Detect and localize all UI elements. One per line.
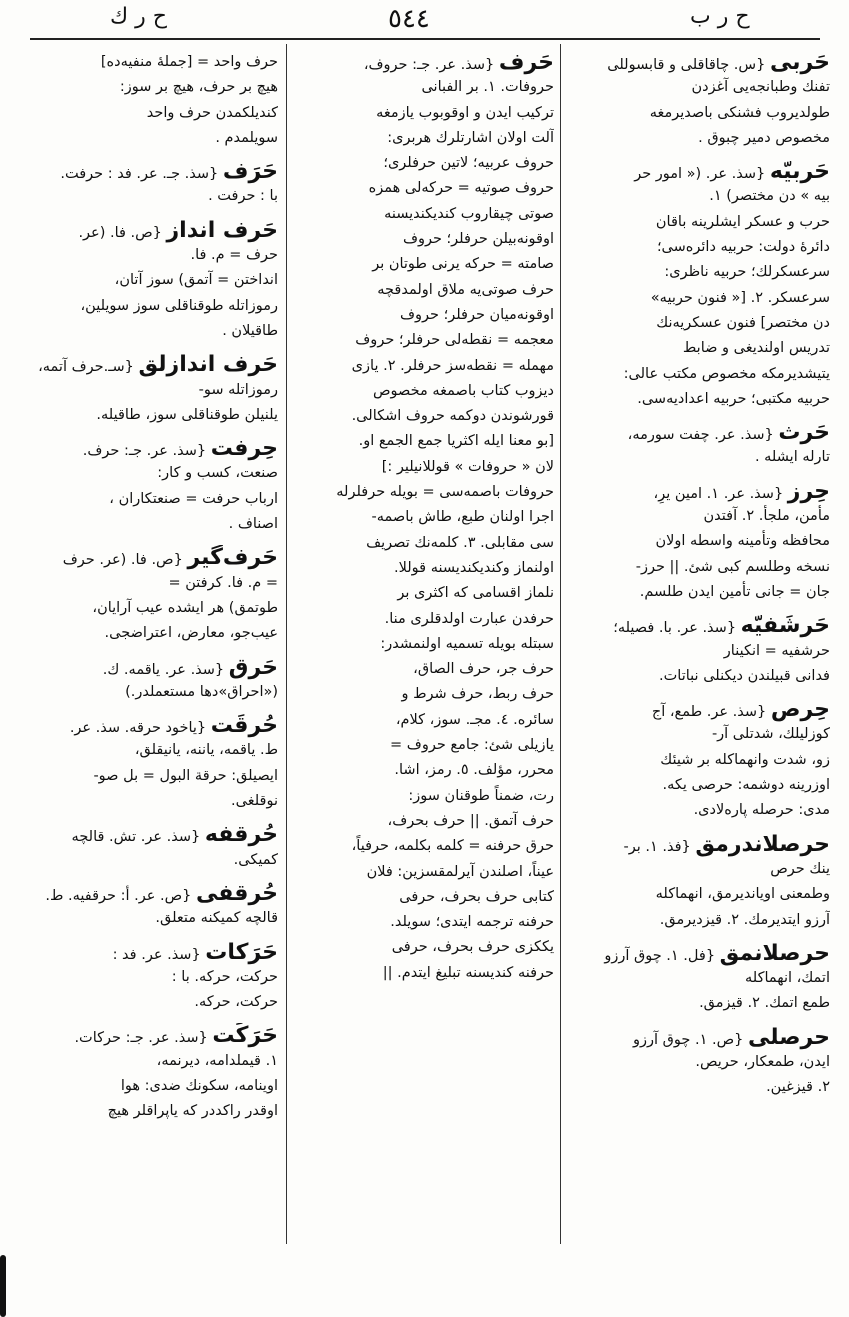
entry-line [294, 733, 554, 758]
entry-line [568, 664, 830, 689]
dictionary-entry [28, 159, 278, 210]
entry-text: {ص. فا. (عر. حرف [62, 552, 183, 569]
entry-text: طاقيلان . [222, 322, 278, 339]
entry-text: [بو معنا ايله اكثريا جمع الجمع او. [358, 433, 554, 450]
entry-line [28, 268, 278, 293]
entry-text: {سذ. عر. ياقمه. ك. [102, 661, 225, 678]
entry-text: {ص. فا. (عر. [78, 224, 162, 241]
entry-line [294, 809, 554, 834]
entry-text: {سذ. عر. فد : [112, 946, 201, 963]
entry-line [28, 352, 278, 377]
entry-text: تدريس اولنديغى و ضابط [682, 340, 830, 357]
entry-text: حروف عربيه؛ لاتين حرفلرى؛ [383, 155, 554, 172]
entry-line [28, 906, 278, 931]
headword: حَرَكات [205, 939, 278, 965]
entry-line [568, 529, 830, 554]
entry-text: {س. چاقاقلى و قابسوللى [607, 57, 766, 73]
headword: حُرقَت [210, 713, 278, 739]
headword: حَربى [769, 50, 830, 75]
entry-line [294, 632, 554, 657]
entry-line [568, 941, 830, 966]
entry-text: كميكى. [233, 851, 278, 868]
entry-line [28, 436, 278, 461]
headword: حَرف اندازلق [138, 352, 278, 378]
entry-line [28, 990, 278, 1015]
dictionary-entry [568, 832, 830, 933]
entry-line [294, 682, 554, 707]
headword: حَرف [498, 50, 554, 75]
headword: حَرَكَت [212, 1023, 278, 1049]
entry-text: {سذ. عر. جـ: حروف، [363, 57, 495, 73]
entry-text: وطمعنى اويانديرمق، انهماكله [655, 886, 830, 903]
entry-line [568, 1075, 830, 1100]
entry-line [28, 1099, 278, 1124]
entry-text: ينك حرص [770, 860, 830, 877]
entry-line [28, 512, 278, 537]
dictionary-entry [28, 218, 278, 344]
entry-text: حروف صوتيه = حركه‌لى همزه [368, 180, 554, 197]
entry-line [28, 940, 278, 965]
entry-text: رت، ضمناً طوقنان سوز: [408, 787, 554, 804]
entry-line [568, 260, 830, 285]
entry-text: {سذ. عر. ١. امين يرِ، [653, 485, 784, 502]
headword: حَرف انداز [166, 217, 278, 243]
entry-line [28, 621, 278, 646]
entry-line [28, 545, 278, 570]
entry-text: با : حرفت . [208, 188, 278, 205]
entry-text: سبتله بويله تسميه اولنمشدر: [380, 635, 554, 652]
entry-line [568, 722, 830, 747]
entry-line [294, 429, 554, 454]
entry-text: سويلمدم . [215, 129, 278, 146]
entry-line [294, 607, 554, 632]
entry-text: {فذ. ١. بر- [623, 838, 691, 855]
entry-line [568, 311, 830, 336]
headword: حَرَف [222, 159, 278, 185]
entry-text: حرف = م. فا. [190, 247, 278, 264]
entry-text: صامته = حركه يرنى طوتان بر [372, 256, 554, 273]
entry-text: عيب‌جو، معارض، اعتراضجى. [104, 625, 278, 642]
entry-text: تركيب ايدن و اوقوبوب يازمغه [376, 104, 554, 121]
entry-line [568, 184, 830, 209]
entry-text: قورشوندن دوكمه حروف اشكالى. [351, 408, 554, 425]
entry-line [568, 773, 830, 798]
entry-line [28, 655, 278, 680]
entry-line [568, 798, 830, 823]
entry-text: («احراق»دها مستعملدر.) [125, 683, 278, 700]
dictionary-entry [28, 436, 278, 537]
dictionary-entry [568, 1025, 830, 1101]
entry-text: اوزرينه دوشمه: حرصى يكه. [662, 777, 830, 794]
entry-line [294, 126, 554, 151]
headword: حِرفت [210, 436, 278, 462]
page-number: ٥٤٤ [388, 4, 430, 34]
entry-line [28, 881, 278, 906]
entry-line [28, 126, 278, 151]
entry-line [294, 75, 554, 100]
entry-text: حرفنه كنديسنه تبليغ ايتدم. || [382, 964, 554, 981]
header-right-letters: ح ر ب [690, 4, 750, 29]
entry-line [294, 101, 554, 126]
entry-line [568, 210, 830, 235]
entry-text: ط. ياقمه، ياننه، يانيقلق، [134, 742, 278, 759]
entry-text: حرفدن عبارت اولدقلرى منا. [384, 610, 554, 627]
entry-line [568, 991, 830, 1016]
entry-text: طولديروب فشنكى باصديرمغه [649, 104, 830, 121]
dictionary-entry [28, 940, 278, 1016]
entry-line [294, 834, 554, 859]
entry-text: = م. فا. كرفتن = [168, 574, 278, 591]
headword: حِرص [770, 697, 830, 723]
entry-line [568, 882, 830, 907]
headword: حَرث [778, 420, 830, 446]
entry-line [294, 480, 554, 505]
entry-line [28, 764, 278, 789]
entry-text: سائره. ٤. مجـ. سوز، كلام، [395, 711, 554, 728]
dictionary-entry [28, 352, 278, 428]
dictionary-entry [28, 822, 278, 873]
entry-line [568, 832, 830, 857]
entry-text: {سذ. عر. جـ: حرف. [82, 443, 207, 460]
entry-line [294, 404, 554, 429]
entry-line [28, 1074, 278, 1099]
entry-line [568, 1025, 830, 1050]
entry-line [28, 403, 278, 428]
entry-text: حرف واحد = [جملهٔ منفيه‌ده] [100, 54, 278, 70]
entry-text: اولنماز وكنديكنديسنه قوللا. [394, 559, 554, 576]
entry-line [28, 713, 278, 738]
entry-line [294, 556, 554, 581]
entry-line [294, 303, 554, 328]
entry-line [568, 639, 830, 664]
entry-line [28, 680, 278, 705]
entry-line [294, 505, 554, 530]
entry-text: يككزى حرف بحرف، حرفى [391, 939, 554, 956]
entry-text: {سذ. عر. چفت سورمه، [627, 427, 774, 444]
entry-line [294, 758, 554, 783]
entry-line [294, 328, 554, 353]
entry-line [294, 935, 554, 960]
entry-text: حرب و عسكر ايشلرينه باقان [655, 213, 830, 230]
entry-line [568, 748, 830, 773]
entry-text: رموزاتله طوقناقلى سوز سويلين، [80, 297, 278, 314]
entry-line [568, 126, 830, 151]
entry-text: اصناف . [228, 516, 278, 533]
headword: حرصلانمق [719, 940, 830, 966]
dictionary-entry [28, 1023, 278, 1124]
entry-line [568, 1050, 830, 1075]
entry-text: قالچه كميكنه متعلق. [155, 910, 278, 927]
dictionary-entry [28, 713, 278, 814]
entry-text: سى مقابلى. ٣. كلمه‌نك تصريف [366, 534, 554, 551]
entry-text: طمع اتمك. ٢. قيزمق. [699, 995, 830, 1012]
entry-text: طوتمق) هر ايشده عيب آرايان، [92, 599, 278, 616]
entry-text: مهمله = نقطه‌سز حرفلر. ٢. يازى [351, 357, 554, 374]
entry-text: معجمه = نقطه‌لى حرفلر؛ حروف [355, 332, 554, 349]
entry-line [568, 479, 830, 504]
entry-line [294, 455, 554, 480]
entry-text: سرعسكر. ٢. [« فنون حربيه» [650, 289, 830, 306]
entry-line [28, 738, 278, 763]
entry-line [28, 243, 278, 268]
entry-text: سرعسكرلك؛ حربيه ناظرى: [664, 264, 830, 281]
entry-line [568, 235, 830, 260]
entry-text: دائرهٔ دولت: حربيه دائره‌سى؛ [656, 239, 830, 256]
entry-text: حركت، حركه. با : [171, 968, 278, 985]
entry-line [28, 487, 278, 512]
entry-text: بيه » دن مختصر) ١. [709, 188, 830, 205]
entry-text: حرق حرفنه = كلمه بكلمه، حرفياً، [351, 838, 554, 855]
entry-line [294, 860, 554, 885]
column-divider-right [560, 44, 561, 1244]
dictionary-entry [568, 613, 830, 689]
entry-line [568, 101, 830, 126]
entry-text: نوقلغى. [231, 793, 278, 810]
entry-line [28, 822, 278, 847]
entry-text: ١. قيملدامه، ديرنمه، [156, 1052, 278, 1069]
entry-text: انداختن = آتمق) سوز آتان، [114, 272, 278, 289]
entry-text: {ص. ١. چوق آرزو [632, 1031, 744, 1048]
entry-line [294, 961, 554, 986]
entry-line [568, 966, 830, 991]
entry-text: ارباب حرفت = صنعتكاران ، [109, 490, 278, 507]
entry-text: حرشفيه = انكينار [723, 642, 830, 659]
entry-line [28, 101, 278, 126]
entry-line [294, 202, 554, 227]
entry-line [28, 848, 278, 873]
header-rule [30, 38, 820, 40]
entry-line [28, 159, 278, 184]
entry-text: {سـ.حرف آتمه، [38, 359, 134, 376]
entry-text: ديزوب كتاب باصمغه مخصوص [373, 382, 554, 399]
entry-line [294, 581, 554, 606]
dictionary-entry [28, 655, 278, 706]
dictionary-entry [568, 697, 830, 823]
entry-line [28, 1049, 278, 1074]
headword: حُرقفه [204, 822, 278, 848]
entry-line [568, 362, 830, 387]
dictionary-entry [28, 545, 278, 646]
entry-line [28, 378, 278, 403]
entry-text: اوقونه‌بيلن حرفلر؛ حروف [402, 231, 554, 248]
entry-line [28, 294, 278, 319]
column-left [28, 50, 278, 1240]
entry-line [568, 75, 830, 100]
entry-text: هيچ بر حرف، هيچ بر سوز: [119, 79, 278, 96]
entry-text: تفنك وطبانجه‌يى آغزدن [691, 79, 830, 96]
header-left-letters: ح ر ك [110, 4, 167, 29]
entry-line [294, 227, 554, 252]
dictionary-entry [568, 479, 830, 605]
entry-line [294, 531, 554, 556]
entry-text: رموزاتله سو- [198, 381, 278, 398]
entry-text: نلماز اقسامى كه اكثرى بر [397, 585, 554, 602]
entry-text: كتابى حرف بحرف، حرفى [399, 888, 554, 905]
entry-line [568, 387, 830, 412]
entry-text: تارله ايشله . [754, 449, 830, 466]
entry-line [568, 504, 830, 529]
entry-text: دن مختصر] فنون عسكريه‌نك [656, 314, 830, 331]
entry-line [28, 965, 278, 990]
entry-line [28, 218, 278, 243]
entry-line [294, 151, 554, 176]
entry-text: {سذ. عر. جـ: حركات. [74, 1030, 208, 1047]
entry-text: حروفات. ١. بر الفبانى [421, 79, 554, 96]
dictionary-entry [568, 420, 830, 471]
headword: حَرق [228, 654, 278, 680]
entry-text: محرر، مؤلف. ٥. رمز، اشا. [394, 762, 554, 779]
entry-text: اتمك، انهماكله [745, 970, 830, 987]
entry-text: حرف جر، حرف الصاق، [413, 661, 554, 678]
entry-text: حرف صوتى‌يه ملاق اولمدقچه [377, 281, 554, 298]
entry-text: ٢. قيزغين. [766, 1079, 830, 1096]
headword: حَربيّه [769, 159, 830, 185]
entry-text: {سذ. عر. با. فصيله؛ [613, 620, 737, 637]
entry-line [28, 1023, 278, 1048]
entry-line [568, 286, 830, 311]
entry-text: اجرا اولنان طبع، طاش باصمه- [371, 509, 554, 526]
entry-text: ايدن، طمعكار، حريص. [695, 1053, 830, 1070]
dictionary-entry [294, 50, 554, 986]
entry-text: زو، شدت وانهماكله بر شيئك [660, 751, 830, 768]
entry-line [568, 580, 830, 605]
column-middle [294, 50, 554, 1240]
column-right [568, 50, 830, 1240]
entry-line [568, 50, 830, 75]
entry-text: يتيشديرمكه مخصوص مكتب عالى: [623, 365, 830, 382]
headword: حرصلاندرمق [695, 831, 830, 857]
entry-text: اوقدر راكددر كه ياپراقلر هيچ [107, 1103, 278, 1120]
column-divider-left [286, 44, 287, 1244]
entry-line [294, 708, 554, 733]
entry-line [568, 697, 830, 722]
entry-text: {ياخود حرقه. سذ. عر. [69, 720, 207, 737]
entry-text: حربيه مكتبى؛ حربيه اعداديه‌سى. [637, 390, 830, 407]
entry-text: لان « حروفات » قوللانيلير :] [381, 458, 554, 475]
entry-text: مدى: حرصله پاره‌لادى. [693, 802, 830, 819]
entry-text: حرف آتمق. || حرف بحرف، [387, 812, 554, 829]
entry-text: آرزو ايتديرمك. ٢. قيزديرمق. [659, 911, 830, 928]
entry-line [28, 461, 278, 486]
entry-line [294, 379, 554, 404]
entry-text: صنعت، كسب و كار: [157, 465, 278, 482]
entry-text: صوتى چيقاروب كنديكنديسنه [384, 205, 554, 222]
scan-edge-mark [0, 1255, 6, 1317]
entry-text: {سذ. عر. طمع، آج [651, 704, 767, 721]
entry-text: كنديلكمدن حرف واحد [146, 104, 278, 121]
entry-text: كوزليلك، شدتلى آر- [711, 726, 830, 743]
entry-line [294, 50, 554, 75]
entry-text: اوقونه‌ميان حرفلر؛ حروف [400, 306, 554, 323]
entry-text: حرفنه ترجمه ايتدى؛ سويلد. [390, 914, 554, 931]
headword: حُرقفى [195, 880, 278, 906]
entry-text: {سذ. عر. تش. قالچه [71, 829, 201, 846]
entry-line [568, 857, 830, 882]
entry-text: فدانى قبيلندن ديكنلى نباتات. [659, 667, 830, 684]
entry-text: يازيلى شئ: جامع حروف = [390, 737, 554, 754]
entry-text: {ص. عر. أ: حرقفيه. ط. [45, 887, 192, 904]
entry-text: حروفات باصمه‌سى = بويله حرفلرله [336, 484, 554, 501]
entry-line [294, 784, 554, 809]
entry-text: ايصيلق: حرقة البول = بل صو- [93, 767, 278, 784]
headword: حرصلى [747, 1024, 830, 1050]
entry-line [294, 657, 554, 682]
entry-text: اوينامه، سكونك ضدى: هوا [120, 1077, 278, 1094]
entry-text: حركت، حركه. [194, 994, 278, 1011]
entry-text: مخصوص دمير چبوق . [698, 129, 830, 146]
entry-line [568, 908, 830, 933]
entry-line [294, 354, 554, 379]
dictionary-entry [568, 941, 830, 1017]
entry-text: نسخه وطلسم كبى شئ. || حرز- [635, 558, 830, 575]
headword: حَرف‌گير [187, 545, 278, 571]
entry-text: حرف ربط، حرف شرط و [401, 686, 554, 703]
entry-line [28, 184, 278, 209]
entry-text: يلنيلن طوقناقلى سوز، طاقيله. [96, 406, 278, 423]
entry-line [28, 50, 278, 75]
entry-line [568, 555, 830, 580]
entry-line [568, 420, 830, 445]
entry-line [294, 910, 554, 935]
entry-text: جان = جانى تأمين ايدن طلسم. [639, 583, 830, 600]
entry-line [294, 176, 554, 201]
entry-text: {سذ. عر. (« امور حر [634, 166, 766, 183]
entry-text: عيناً، اصلندن آيرلمقسزين: فلان [366, 863, 554, 880]
dictionary-entry [568, 50, 830, 151]
entry-text: {فل. ١. چوق آرزو [604, 947, 716, 964]
entry-text: آلت اولان اشارتلرك هربرى: [387, 129, 554, 146]
dictionary-entry [28, 881, 278, 932]
entry-line [28, 789, 278, 814]
entry-line [28, 75, 278, 100]
entry-line [568, 159, 830, 184]
entry-line [294, 885, 554, 910]
entry-text: {سذ. جـ. عر. فد : حرفت. [60, 166, 219, 183]
entry-text: محافظه وتأمينه واسطه اولان [655, 533, 830, 550]
dictionary-entry [568, 159, 830, 412]
entry-line [28, 596, 278, 621]
dictionary-entry [28, 50, 278, 151]
entry-line [28, 319, 278, 344]
entry-line [568, 613, 830, 638]
headword: حِرز [787, 478, 830, 504]
entry-text: مأمن، ملجأ. ٢. آفتدن [703, 508, 830, 525]
entry-line [294, 252, 554, 277]
entry-line [568, 445, 830, 470]
entry-line [568, 336, 830, 361]
headword: حَرشَفيّه [740, 613, 830, 639]
entry-line [294, 278, 554, 303]
entry-line [28, 571, 278, 596]
